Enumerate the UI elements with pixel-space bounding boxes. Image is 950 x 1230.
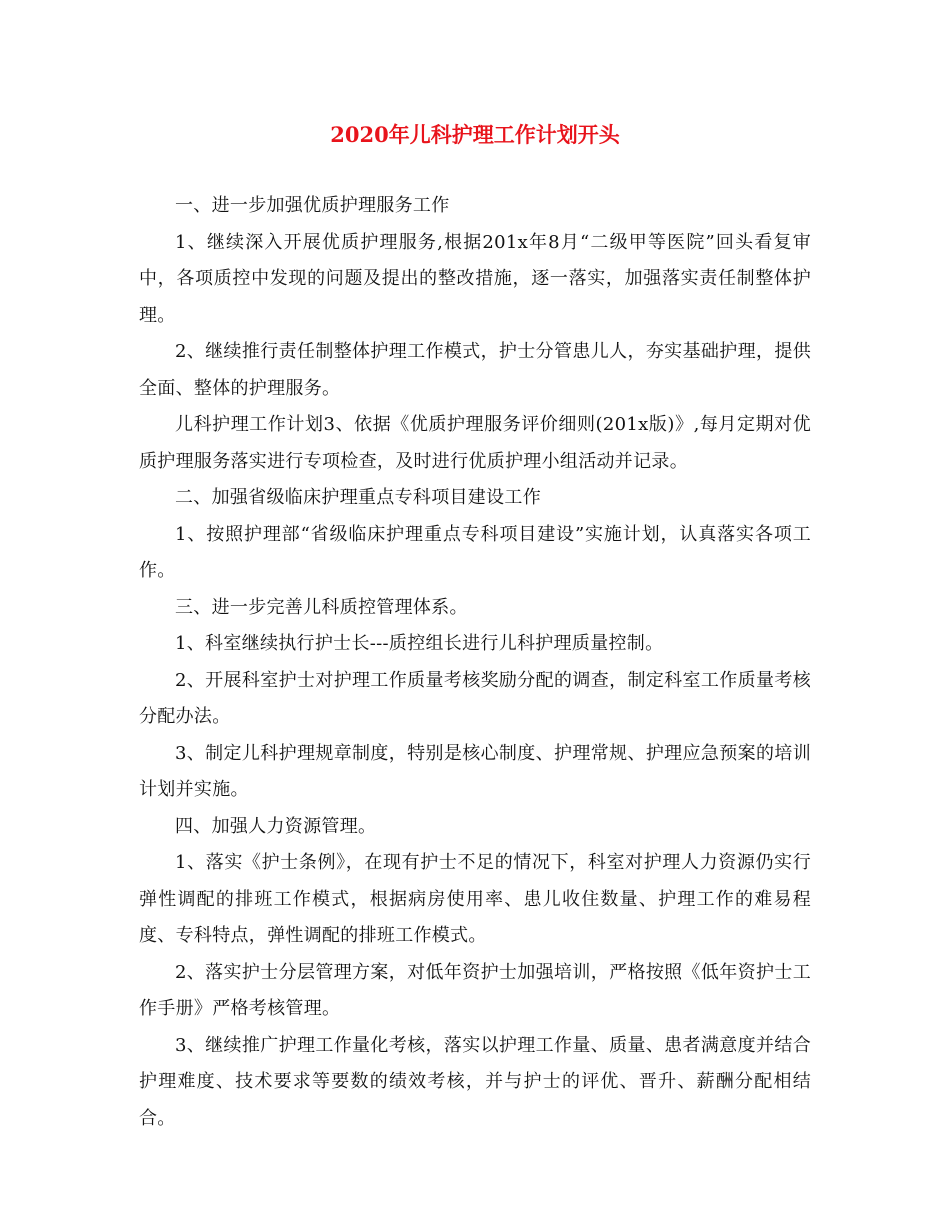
section-heading-1: 一、进一步加强优质护理服务工作 (175, 195, 450, 216)
paragraph: 1、科室继续执行护士长---质控组长进行儿科护理质量控制。 (175, 633, 664, 654)
paragraph: 3、继续推广护理工作量化考核，落实以护理工作量、质量、患者满意度并结合护理难度、技术要求等要数的绩效考核，并与护士的评优、晋升、薪酬分配相结合。 (139, 1034, 811, 1129)
paragraph: 儿科护理工作计划3、依据《优质护理服务评价细则(201x版)》,每月定期对优质护理服务落实进行专项检查，及时进行优质护理小组活动并记录。 (139, 414, 811, 472)
paragraph: 1、按照护理部“省级临床护理重点专科项目建设”实施计划，认真落实各项工作。 (139, 523, 811, 581)
document-body (139, 188, 811, 1137)
section-heading-2: 二、加强省级临床护理重点专科项目建设工作 (175, 487, 541, 508)
document-title: 2020年儿科护理工作计划开头 (330, 122, 620, 147)
paragraph: 1、落实《护士条例》，在现有护士不足的情况下，科室对护理人力资源仍实行弹性调配的排班工作模式，根据病房使用率、患儿收住数量、护理工作的难易程度、专科特点，弹性调配的排班工作模式。 (139, 852, 811, 946)
paragraph: 3、制定儿科护理规章制度，特别是核心制度、护理常规、护理应急预案的培训计划并实施。 (139, 742, 811, 800)
paragraph: 2、落实护士分层管理方案，对低年资护士加强培训，严格按照《低年资护士工作手册》严格考核管理。 (139, 961, 811, 1019)
section-heading-4: 四、加强人力资源管理。 (175, 815, 377, 837)
paragraph: 2、继续推行责任制整体护理工作模式，护士分管患儿人，夯实基础护理，提供全面、整体的护理服务。 (139, 341, 811, 399)
paragraph: 1、继续深入开展优质护理服务,根据201x年8月“二级甲等医院”回头看复审中，各项质控中发现的问题及提出的整改措施，逐一落实，加强落实责任制整体护理。 (139, 231, 811, 326)
section-heading-3: 三、进一步完善儿科质控管理体系。 (175, 596, 468, 618)
paragraph: 2、开展科室护士对护理工作质量考核奖励分配的调查，制定科室工作质量考核分配办法。 (139, 669, 811, 727)
